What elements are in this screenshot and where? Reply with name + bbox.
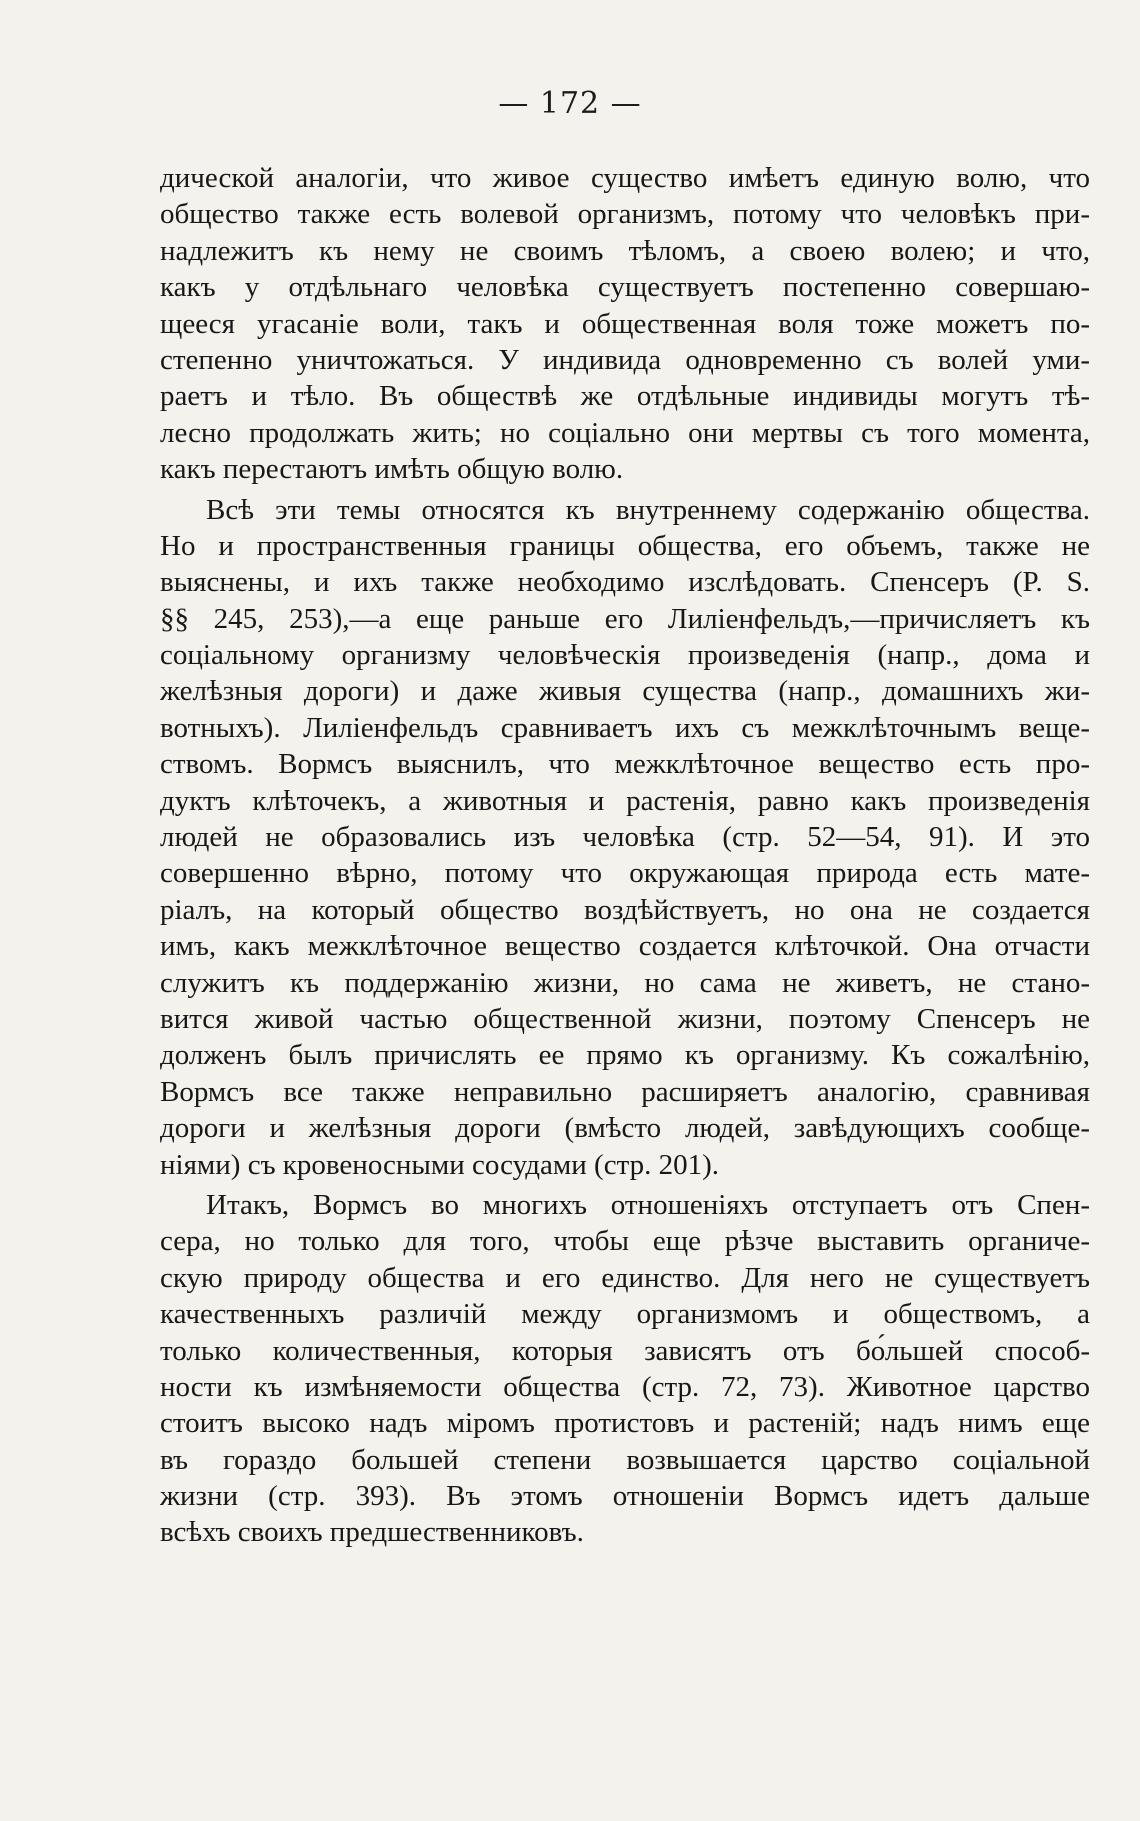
text-line: желѣзныя дороги) и даже живыя существа (напр., домашнихъ жи-: [160, 675, 1090, 708]
text-line: только количественныя, которыя зависятъ отъ бо́льшей способ-: [160, 1334, 1090, 1367]
body-text: [160, 160, 1090, 1551]
text-line: всѣхъ своихъ предшественниковъ.: [160, 1516, 584, 1549]
text-line: дуктъ клѣточекъ, а животныя и растенія, равно какъ произведенія: [160, 784, 1090, 817]
text-line: долженъ былъ причислять ее прямо къ организму. Къ сожалѣнію,: [160, 1039, 1090, 1072]
page-number: — 172 —: [498, 86, 642, 121]
text-line: соціальному организму человѣческія произведенія (напр., дома и: [160, 639, 1090, 672]
text-line: щееся угасаніе воли, такъ и общественная воля тоже можетъ по-: [160, 307, 1090, 340]
text-line: совершенно вѣрно, потому что окружающая природа есть мате-: [160, 857, 1090, 890]
text-line: Вормсъ все также неправильно расширяетъ аналогію, сравнивая: [160, 1075, 1090, 1108]
text-line: ствомъ. Вормсъ выяснилъ, что межклѣточное вещество есть про-: [160, 748, 1090, 781]
text-line: раетъ и тѣло. Въ обществѣ же отдѣльные индивиды могутъ тѣ-: [160, 380, 1090, 413]
text-line: степенно уничтожаться. У индивида одновременно съ волей уми-: [160, 343, 1090, 376]
text-line: скую природу общества и его единство. Для него не существуетъ: [160, 1261, 1090, 1294]
text-line: имъ, какъ межклѣточное вещество создается клѣточкой. Она отчасти: [160, 930, 1090, 963]
text-line: сера, но только для того, чтобы еще рѣзче выставить органиче-: [160, 1225, 1090, 1258]
text-line: общество также есть волевой организмъ, потому что человѣкъ при-: [160, 198, 1090, 231]
text-line: дической аналогіи, что живое существо имѣетъ единую волю, что: [160, 162, 1090, 194]
text-line: выяснены, и ихъ также необходимо изслѣдовать. Спенсеръ (P. S.: [160, 566, 1090, 599]
text-line: качественныхъ различій между организмомъ и обществомъ, а: [160, 1298, 1090, 1331]
text-line: ности къ измѣняемости общества (стр. 72, 73). Животное царство: [160, 1370, 1090, 1403]
text-line: вится живой частью общественной жизни, поэтому Спенсеръ не: [160, 1002, 1090, 1035]
text-line: какъ у отдѣльнаго человѣка существуетъ постепенно совершаю-: [160, 271, 1090, 304]
text-line: надлежитъ къ нему не своимъ тѣломъ, а своею волею; и что,: [160, 234, 1090, 267]
text-line: §§ 245, 253),—а еще раньше его Лиліенфельдъ,—причисляетъ къ: [160, 602, 1090, 635]
text-line: людей не образовались изъ человѣка (стр. 52—54, 91). И это: [160, 821, 1090, 854]
text-line: дороги и желѣзныя дороги (вмѣсто людей, завѣдующихъ сообще-: [160, 1112, 1090, 1145]
text-line: въ гораздо большей степени возвышается царство соціальной: [160, 1443, 1090, 1476]
text-line: лесно продолжать жить; но соціально они мертвы съ того момента,: [160, 416, 1090, 449]
text-line: Итакъ, Вормсъ во многихъ отношеніяхъ отступаетъ отъ Спен-: [206, 1188, 1090, 1221]
paragraph-1: [160, 160, 1090, 488]
paragraph-3: [160, 1187, 1090, 1551]
text-line: стоитъ высоко надъ міромъ протистовъ и растеній; надъ нимъ еще: [160, 1407, 1090, 1440]
paragraph-2: [160, 492, 1090, 1183]
text-line: ріалъ, на который общество воздѣйствуетъ, но она не создается: [160, 893, 1090, 926]
text-line: ніями) съ кровеносными сосудами (стр. 201).: [160, 1148, 720, 1181]
text-line: какъ перестаютъ имѣть общую волю.: [160, 453, 624, 486]
text-line: вотныхъ). Лиліенфельдъ сравниваетъ ихъ съ межклѣточнымъ веще-: [160, 711, 1090, 744]
text-line: Но и пространственныя границы общества, его объемъ, также не: [160, 529, 1090, 562]
text-line: жизни (стр. 393). Въ этомъ отношеніи Вормсъ идетъ дальше: [160, 1480, 1090, 1513]
text-line: Всѣ эти темы относятся къ внутреннему содержанію общества.: [206, 493, 1090, 526]
text-line: служитъ къ поддержанію жизни, но сама не живетъ, не стано-: [160, 966, 1090, 999]
